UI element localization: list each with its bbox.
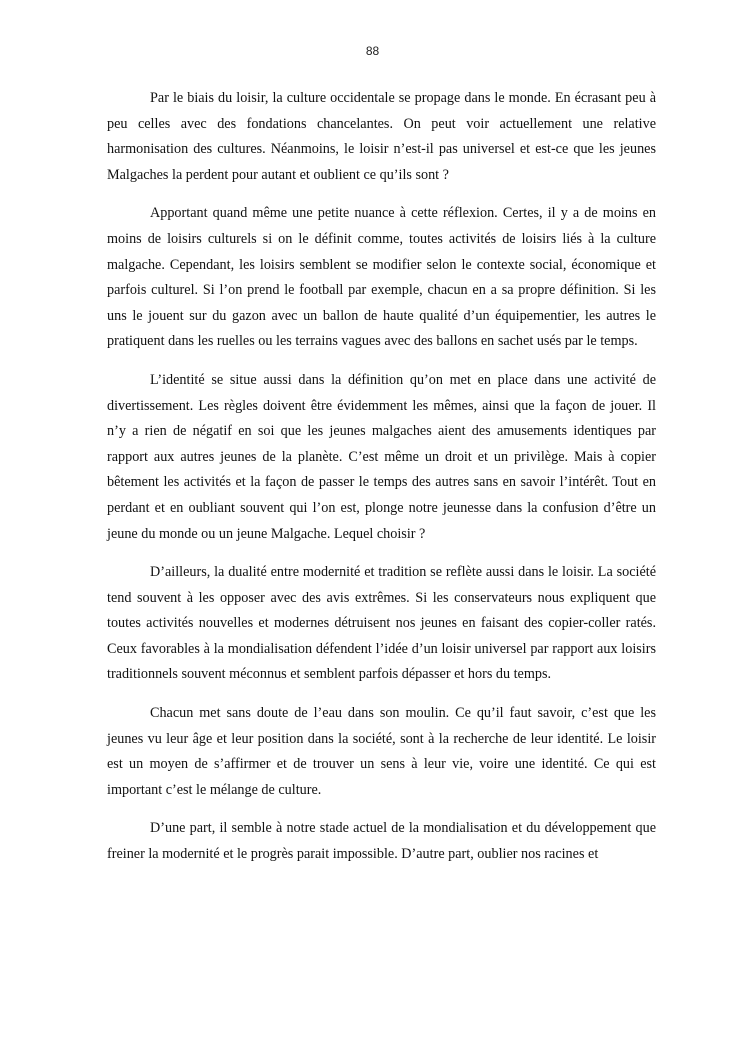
paragraph-3: L’identité se situe aussi dans la définition qu’on met en place dans une activité de divertissement. Les règles doivent être évidemment les mêmes, ainsi que la façon de jouer. Il n’y a rien de négatif en soi que les jeunes malgaches aient des amusements identiques par rapport aux autres jeunes de la planète. C’est même un droit et un privilège. Mais à copier bêtement les activités et la façon de passer le temps des autres sans en savoir l’intérêt. Tout en perdant et en oubliant souvent qui l’on est, plonge notre jeunesse dans la confusion d’être un jeune du monde ou un jeune Malgache. Lequel choisir ? xyxy=(107,371,656,542)
paragraph-4: D’ailleurs, la dualité entre modernité et tradition se reflète aussi dans le loisir. La société tend souvent à les opposer avec des avis extrêmes. Si les conservateurs nous expliquent que toutes activités nouvelles et modernes détruisent nos jeunes en faisant des copier-coller ratés. Ceux favorables à la mondialisation défendent l’idée d’un loisir universel par rapport aux loisirs traditionnels souvent méconnus et semblent parfois dépasser et hors du temps. xyxy=(107,564,656,683)
paragraph-6: D’une part, il semble à notre stade actuel de la mondialisation et du développement que freiner la modernité et le progrès parait impossible. D’autre part, oublier nos racines et xyxy=(107,820,656,863)
document-body xyxy=(107,86,656,881)
paragraph-2: Apportant quand même une petite nuance à cette réflexion. Certes, il y a de moins en moins de loisirs culturels si on le définit comme, toutes activités de loisirs liés à la culture malgache. Cependant, les loisirs semblent se modifier selon le contexte social, économique et parfois culturel. Si l’on prend le football par exemple, chacun en a sa propre définition. Si les uns le jouent sur du gazon avec un ballon de haute qualité d’un équipementier, les autres le pratiquent dans les ruelles ou les terrains vagues avec des ballons en sachet usés par le temps. xyxy=(107,205,656,350)
paragraph-5: Chacun met sans doute de l’eau dans son moulin. Ce qu’il faut savoir, c’est que les jeunes vu leur âge et leur position dans la société, sont à la recherche de leur identité. Le loisir est un moyen de s’affirmer et de trouver un sens à leur vie, voire une identité. Ce qui est important c’est le mélange de culture. xyxy=(107,705,656,798)
page-number: 88 xyxy=(365,44,380,58)
paragraph-1: Par le biais du loisir, la culture occidentale se propage dans le monde. En écrasant peu à peu celles avec des fondations chancelantes. On peut voir actuellement une relative harmonisation des cultures. Néanmoins, le loisir n’est-il pas universel et est-ce que les jeunes Malgaches la perdent pour autant et oublient ce qu’ils sont ? xyxy=(107,90,656,183)
